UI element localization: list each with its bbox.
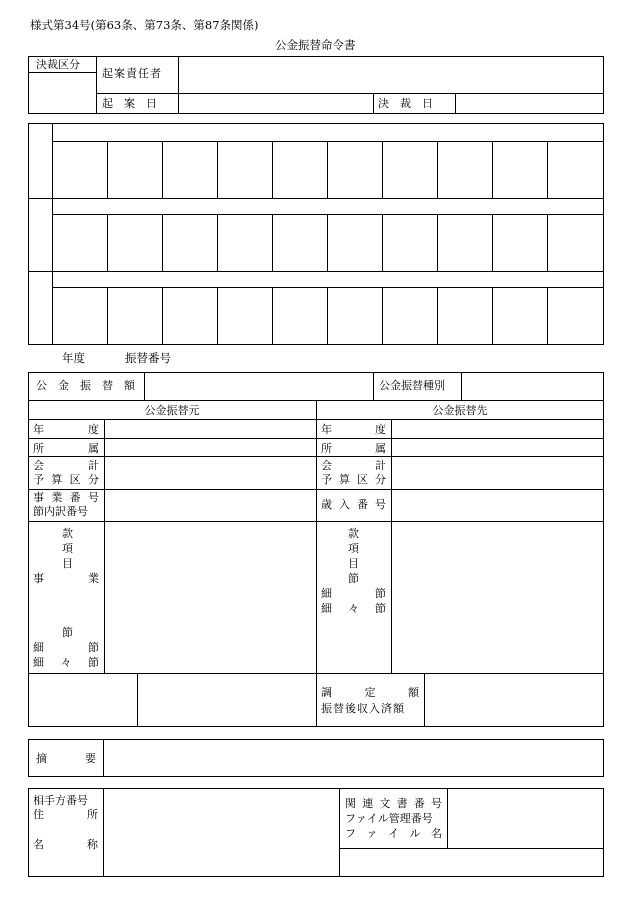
dest-year-field[interactable] <box>393 421 602 436</box>
dest-saisaisetsu-label: 細 々 節 <box>321 602 386 615</box>
dest-adjusted-label: 調 定 額 <box>321 686 419 699</box>
source-setsu-label: 節 <box>62 626 73 639</box>
source-budget-items-field[interactable] <box>106 523 314 671</box>
dest-year-label: 年 度 <box>321 423 386 436</box>
transfer-amount-field[interactable] <box>146 374 371 398</box>
form-title: 公金振替命令書 <box>275 38 356 52</box>
dest-account-field[interactable] <box>393 458 602 487</box>
counterparty-name-label: 名 称 <box>33 838 98 851</box>
related-doc-field[interactable] <box>449 790 602 846</box>
dest-budget-items-field[interactable] <box>393 523 602 671</box>
dest-revenue-no-label: 歳 入 番 号 <box>321 498 386 511</box>
dest-setsu-label: 節 <box>348 572 359 585</box>
fiscal-year-label: 年度 <box>62 351 85 365</box>
dest-revenue-field[interactable] <box>393 491 602 519</box>
dest-adjusted-field[interactable] <box>426 675 602 725</box>
transfer-number-label: 振替番号 <box>125 351 171 365</box>
source-kou-label: 項 <box>62 542 73 555</box>
remarks-field[interactable] <box>105 741 602 775</box>
source-dept-field[interactable] <box>106 440 314 454</box>
dest-kan-label: 款 <box>348 527 359 540</box>
source-dept-label: 所 属 <box>33 442 99 455</box>
related-doc-no-label: 関 連 文 書 番 号 <box>345 797 442 810</box>
source-kan-label: 款 <box>62 527 73 540</box>
dest-saisetsu-label: 細 節 <box>321 587 386 600</box>
decision-date-field[interactable] <box>457 95 602 112</box>
source-title: 公金振替元 <box>144 404 200 417</box>
decision-class-label: 決裁区分 <box>36 58 80 71</box>
dest-received-label: 振替後収入済額 <box>321 702 405 715</box>
source-account-label: 会 計 <box>33 459 99 472</box>
source-budget-class-label: 予 算 区 分 <box>33 473 99 486</box>
form-number: 様式第34号(第63条、第73条、第87条関係) <box>30 18 259 32</box>
source-saisetsu-label: 細 節 <box>33 641 99 654</box>
dest-dept-field[interactable] <box>393 440 602 454</box>
file-mgmt-no-label: ファイル管理番号 <box>345 812 433 825</box>
transfer-amount-label: 公 金 振 替 額 <box>36 379 135 392</box>
dest-title: 公金振替先 <box>432 404 488 417</box>
transfer-type-field[interactable] <box>463 374 602 398</box>
dest-dept-label: 所 属 <box>321 442 386 455</box>
dest-account-label: 会 計 <box>321 459 386 472</box>
dest-kou-label: 項 <box>348 542 359 555</box>
source-year-field[interactable] <box>106 421 314 436</box>
dest-budget-class-label: 予 算 区 分 <box>321 473 386 486</box>
source-account-field[interactable] <box>106 458 314 487</box>
related-extra-field[interactable] <box>341 850 602 875</box>
source-project-no-label: 事 業 番 号 <box>33 491 99 504</box>
remarks-label: 摘 要 <box>36 752 96 765</box>
counterparty-field[interactable] <box>105 790 337 875</box>
stamp-grid <box>28 123 604 345</box>
source-year-label: 年 度 <box>33 423 99 436</box>
counterparty-number-label: 相手方番号 <box>33 794 88 807</box>
counterparty-address-label: 住 所 <box>33 808 98 821</box>
source-breakdown-no-label: 節内訳番号 <box>33 505 88 518</box>
dest-moku-label: 目 <box>348 557 359 570</box>
drafter-field[interactable] <box>180 58 602 91</box>
source-saisaisetsu-label: 細 々 節 <box>33 656 99 669</box>
source-project-field[interactable] <box>106 491 314 519</box>
source-jigyo-label: 事 業 <box>33 572 99 585</box>
draft-date-field[interactable] <box>180 95 371 112</box>
draft-date-label: 起 案 日 <box>102 97 157 110</box>
source-moku-label: 目 <box>62 557 73 570</box>
file-name-label: フ ァ イ ル 名 <box>345 827 442 840</box>
decision-date-label: 決 裁 日 <box>378 97 433 110</box>
transfer-type-label: 公金振替種別 <box>379 379 445 392</box>
drafter-label: 起案責任者 <box>102 67 162 80</box>
